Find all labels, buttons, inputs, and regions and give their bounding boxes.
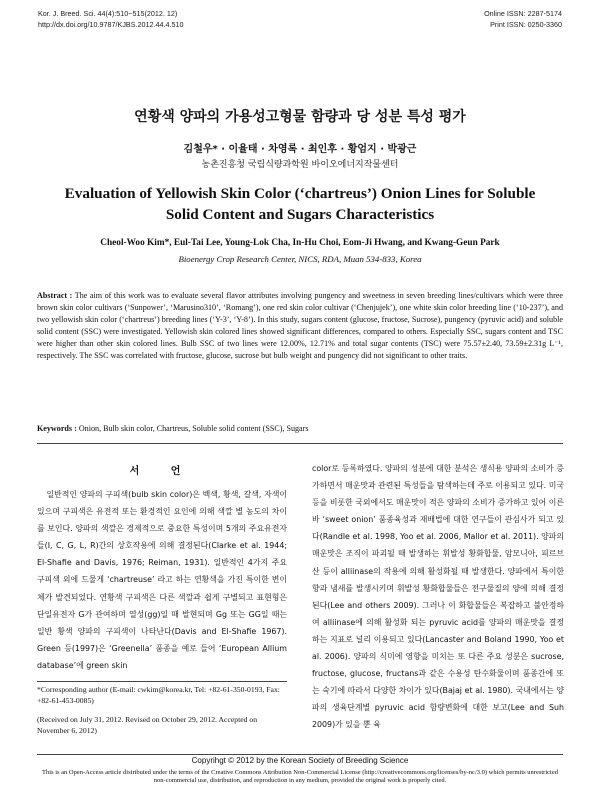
corresponding-author-note: *Corresponding author (E-mail: cwkim@korea.kr, Tel: +82-61-350-0193, Fax: +82-61-453-0085) (37, 685, 280, 705)
print-issn: Print ISSN: 0250-3360 (490, 20, 562, 29)
keywords (37, 424, 563, 433)
korean-affiliation: 농촌진흥청 국립식량과학원 바이오에너지작물센터 (201, 160, 399, 170)
received-dates: (Received on July 31, 2012. Revised on October 29, 2012. Accepted on November 6, 2012) (37, 715, 258, 735)
issn-block (484, 8, 562, 30)
copyright-notice: Copyrihgt © 2012 by the Korean Society of Breeding Science (191, 756, 409, 765)
abstract-label: Abstract : (37, 291, 73, 300)
intro-right-column: color로 등록하였다. 양파의 성분에 대한 분석은 생식용 양파의 소비가 증가하면서 매운맛과 관련된 특성들을 탐색하는데 주로 이용되고 있다. 미국 등을 비롯한 국외에서도 매운맛이 적은 양파의 소비가 증가하고 있어 이른바 ‘sweet onion’ 품종육성과 재배법에 대한 연구들이 관심사가 되고 있다(Randle et al. 1998, Yoo et al. 2006, Mallor et al. 2011). 양파의 매운맛은 조직이 파괴될 때 발생하는 휘발성 황화합물, 암모니아, 피르브산 등이 alliinase의 작용에 의해 활성화될 때 발생한다. 양파에서 특이한 향과 냄새를 발생시키며 휘발성 황화합물들은 전구물질의 양에 의해 결정된다(Lee and others 2009). 그러나 이 화합물들은 복잡하고 불안정하여 alliinase에 의해 활성화 되는 pyruvic acid를 양파의 매운맛을 결정하는 지표로 널리 이용되고 있다(Lancaster and Boland 1990, Yoo et al. 2006). 양파의 식미에 영향을 미치는 또 다른 주요 성분은 sucrose, fructose, glucose, fructans과 같은 수용성 탄수화물이며 품종간에 또는 숙기에 따라서 다양한 차이가 있다(Bajaj et al. 1980). 국내에서는 양파의 생육단계별 pyruvic acid 함량변화에 대한 보고(Lee and Suh 2009)가 있을 뿐 육 (312, 464, 564, 730)
keywords-text: Onion, Bulb skin color, Chartreus, Soluble solid content (SSC), Sugars (78, 424, 309, 433)
intro-left-column: 일반적인 양파의 구피색(bulb skin color)은 백색, 황색, 갈색, 자색이 있으며 구피색은 유전적 또는 환경적인 요인에 의해 색깔 별 농도의 차이를 보인다. 양파의 색깔은 경제적으로 중요한 특성이며 5개의 주요유전자들(I, C, G, L, R)간의 상호작용에 의해 결정된다(Clarke et al. 1944; El-Shafie and Davis, 1976; Reiman, 1931). 일반적인 4가지 주요 구피색 외에 드물게 ‘chartreuse’ 라고 하는 연황색을 가진 특이한 변이체가 발견되었다. 연황색 구피색은 다른 색깔과 쉽게 구별되고 표현형은 단일유전자 G가 관여하며 열성(gg)일 때 발현되며 Gg 또는 GG일 때는 일반 황색 양파의 구피색이 나타난다(Davis and El-Shafie 1967). Green 등(1997)은 ‘Greenella’ 품종을 예로 들어 ‘European Allium database’에 green skin (37, 490, 287, 670)
journal-citation: Kor. J. Breed. Sci. 44(4):510~515(2012. 12) (38, 9, 178, 18)
section-heading-intro: 서 언 (129, 466, 195, 477)
journal-header (38, 8, 183, 30)
abstract (37, 290, 563, 361)
english-affiliation: Bioenergy Crop Research Center, NICS, RDA, Muan 534-833, Korea (178, 254, 422, 264)
footer-divider (37, 754, 563, 755)
english-title-line2: Solid Content and Sugars Characteristics (165, 206, 435, 223)
keywords-label: Keywords : (37, 424, 77, 433)
abstract-text: The aim of this work was to evaluate several flavor attributes involving pungency and sweetness in seven breeding lines/cultivars which were three brown skin color cultivars (‘Sunpower’, ‘Marusino310’, ‘Romang’), one red skin color cultivar (‘Chenjujek’), one white skin color breeding line (‘10-237’), and two yellowish skin color (‘chartreus’) breeding lines (‘Y-3’, ‘Y-8’). In this study, sugars content (glucose, fructose, Sucrose), pungency (pyruvic acid) and soluble solid content (SSC) were investigated. Yellowish skin colored lines showed significant differences, compared to others. Especially SSC, sugars content and TSC were higher than other skin colored lines. Bulb SSC of two lines were 12.00%, 12.71% and total sugar contents (TSC) were 75.57±2.40, 73.59±2.31g L⁻¹, respectively. The SSC was correlated with fructose, glucose, sucrose but bulb weight and pungency did not significant to other traits. (37, 291, 563, 360)
online-issn: Online ISSN: 2287-5174 (484, 9, 562, 18)
footnote-divider (37, 681, 287, 682)
korean-authors: 김철우* · 이율태 · 차영록 · 최인후 · 황엄지 · 박광근 (183, 144, 417, 155)
english-title (40, 183, 560, 225)
abstract-divider (37, 443, 563, 444)
english-authors: Cheol-Woo Kim*, Eul-Tai Lee, Young-Lok Cha, In-Hu Choi, Eom-Ji Hwang, and Kwang-Geun Park (100, 238, 500, 248)
license-notice: This is an Open-Access article distributed under the terms of the Creative Commons Attribution Non-Commercial License (http://creativecommons.org/licenses/by-nc/3.0) which permits unrestricted non-commercial use, distribution, and reproduction in any medium, provided the original work is properly cited. (42, 769, 558, 785)
english-title-line1: Evaluation of Yellowish Skin Color (‘chartreus’) Onion Lines for Soluble (64, 185, 536, 202)
doi-link[interactable]: http://dx.doi.org/10.9787/KJBS.2012.44.4.510 (38, 20, 184, 29)
korean-title: 연황색 양파의 가용성고형물 함량과 당 성분 특성 평가 (134, 109, 466, 125)
